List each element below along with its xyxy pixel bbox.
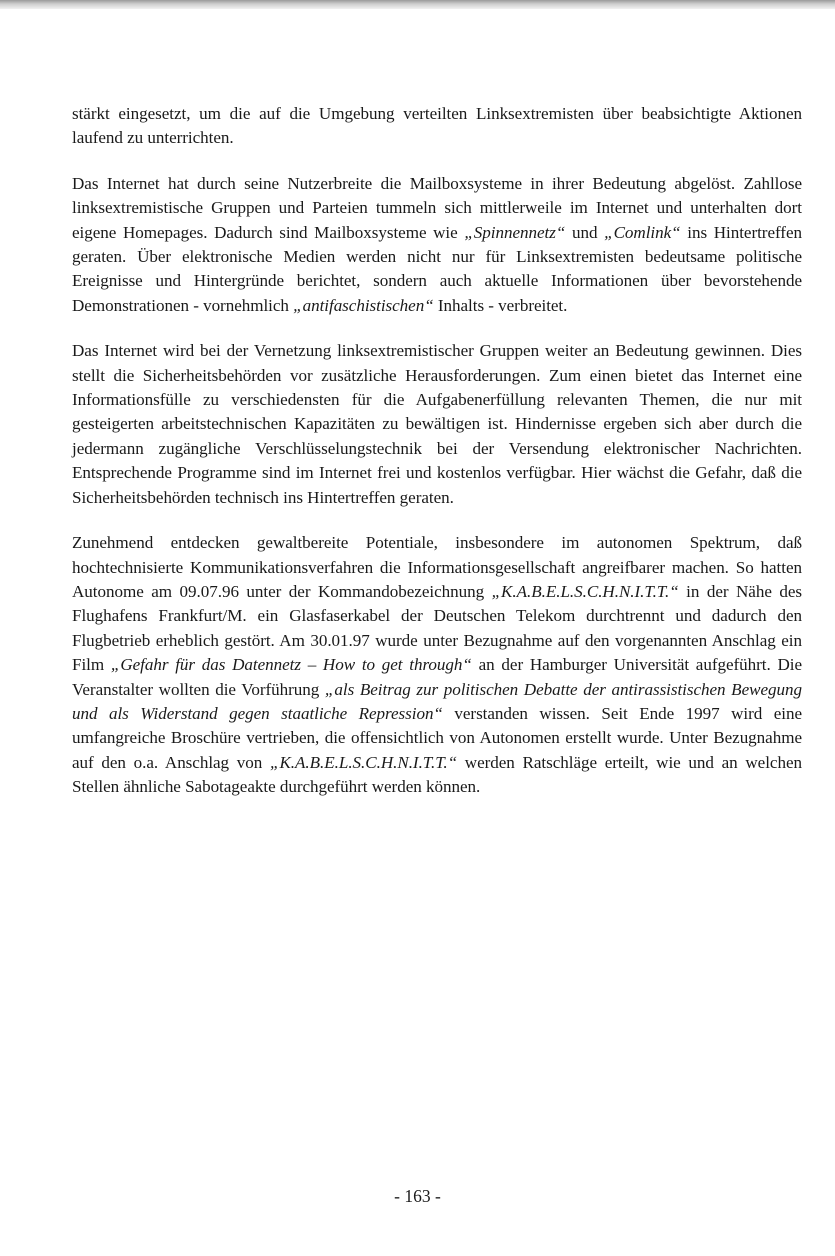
text-run: Das Internet hat durch seine Nutzerbreite die Mailboxsysteme in ihrer Bedeutung abgelöst. Zahllose linksextremistische Gruppen und Parteien tummeln sich mittlerweile im Internet und unterhalten dort eigene Homepages. Dadurch sind Mailboxsysteme wie: [72, 173, 802, 242]
text-run: und: [565, 222, 605, 242]
page-top-border: [0, 0, 835, 9]
document-body: [72, 102, 802, 821]
italic-text-run: „K.A.B.E.L.S.C.H.N.I.T.T.“: [269, 752, 458, 772]
text-run: verstanden wissen. Seit Ende 1997 wird eine umfangreiche Broschüre vertrieben, die offensichtlich von Autonomen erstellt wurde. Unter Bezugnahme auf den o.a. Anschlag von: [72, 703, 802, 772]
text-run: Das Internet wird bei der Vernetzung linksextremistischer Gruppen weiter an Bedeutung gewinnen. Dies stellt die Sicherheitsbehörden vor zusätzliche Herausforderungen. Zum einen bietet das Internet eine Informationsfülle zu verschiedensten für die Aufgabenerfüllung relevanten Themen, die nur mit gesteigerten arbeitstechnischen Kapazitäten zu bewältigen ist. Hindernisse ergeben sich aber durch die jedermann zugängliche Verschlüsselungstechnik bei der Versendung elektronischer Nachrichten. Entsprechende Programme sind im Internet frei und kostenlos verfügbar. Hier wächst die Gefahr, daß die Sicherheitsbehörden technisch ins Hintertreffen geraten.: [72, 341, 802, 507]
paragraph: [72, 102, 802, 151]
paragraph: [72, 531, 802, 799]
paragraph: [72, 172, 802, 318]
text-run: an der Hamburger Universität aufgeführt. Die Veranstalter wollten die Vorführung: [72, 655, 803, 699]
text-run: ins Hintertreffen geraten. Über elektronische Medien werden nicht nur für Linksextremisten bedeutsame politische Ereignisse und Hintergründe berichtet, sondern auch aktuelle Informationen über bevorstehende Demonstrationen - vornehmlich: [72, 222, 802, 315]
italic-text-run: „K.A.B.E.L.S.C.H.N.I.T.T.“: [491, 581, 679, 601]
italic-text-run: „Comlink“: [604, 222, 681, 242]
italic-text-run: „als Beitrag zur politischen Debatte der antirassistischen Bewegung und als Widerstand gegen staatliche Repression“: [72, 679, 802, 723]
italic-text-run: „Spinnennetz“: [464, 222, 566, 242]
text-run: Zunehmend entdecken gewaltbereite Potentiale, insbesondere im autonomen Spektrum, daß hochtechnisierte Kommunikationsverfahren die Informationsgesellschaft angreifbarer machen. So hatten Autonome am 09.07.96 unter der Kommandobezeichnung: [72, 533, 802, 601]
text-run: Inhalts - verbreitet.: [433, 295, 568, 315]
text-run: werden Ratschläge erteilt, wie und an welchen Stellen ähnliche Sabotageakte durchgeführt werden können.: [72, 752, 802, 797]
paragraph: [72, 339, 802, 510]
italic-text-run: „antifaschistischen“: [293, 295, 434, 315]
text-run: in der Nähe des Flughafens Frankfurt/M. ein Glasfaserkabel der Deutschen Telekom durchtrennt und dadurch den Flugbetrieb erheblich gestört. Am 30.01.97 wurde unter Bezugnahme auf den vorgenannten Anschlag ein Film: [72, 581, 802, 675]
page-number: - 163 -: [394, 1186, 441, 1206]
italic-text-run: „Gefahr für das Datennetz – How to get through“: [110, 655, 472, 675]
text-run: stärkt eingesetzt, um die auf die Umgebung verteilten Linksextremisten über beabsichtigte Aktionen laufend zu unterrichten.: [72, 104, 802, 148]
